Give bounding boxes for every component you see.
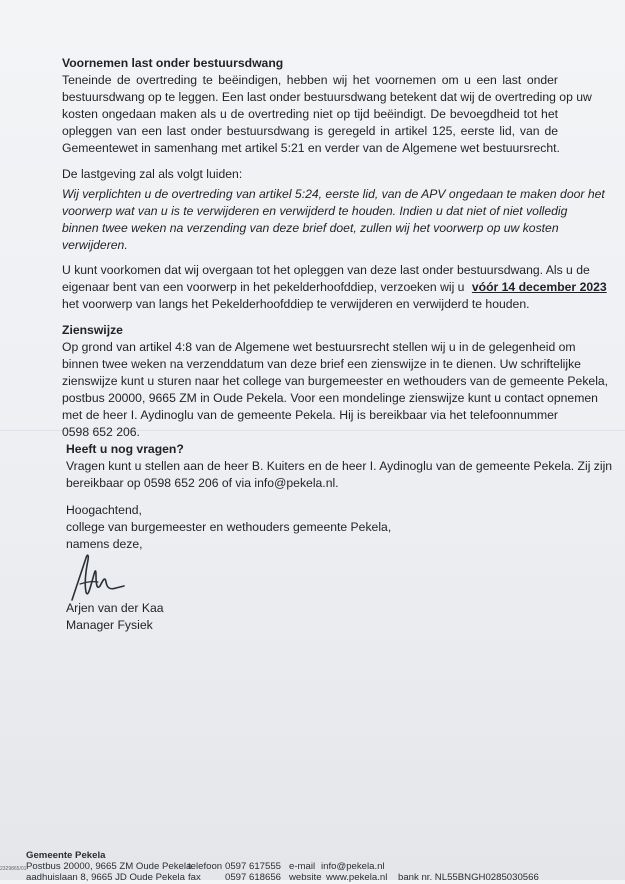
footer-address: aadhuislaan 8, 9665 JD Oude Pekela bbox=[26, 872, 185, 883]
lastgeving-line: verwijderen. bbox=[62, 238, 128, 252]
footer-phone: 0597 617555 bbox=[225, 861, 282, 872]
paragraph-line: 0598 652 206. bbox=[62, 425, 140, 439]
prevent-line bbox=[62, 279, 607, 296]
section-heading-vragen: Heeft u nog vragen? bbox=[66, 442, 184, 456]
paragraph-line: bereikbaar op 0598 652 206 of via info@pekela.nl. bbox=[66, 476, 339, 490]
deadline-date: vóór 14 december 2023 bbox=[471, 280, 607, 294]
footer-phone-label: telefoon bbox=[188, 861, 223, 872]
footer-website[interactable]: www.pekela.nl bbox=[326, 872, 388, 883]
footer-email-label: e-mail bbox=[289, 861, 316, 872]
prevent-line: het voorwerp van langs het Pekelderhoofddiep te verwijderen en verwijderd te houden. bbox=[62, 297, 530, 311]
paragraph-line: opleggen van een last onder bestuursdwang is geregeld in artikel 125, eerste lid, van de bbox=[62, 124, 558, 138]
paragraph-line: binnen twee weken na verzenddatum van deze brief een zienswijze in te dienen. Uw schriftelijke bbox=[62, 357, 581, 371]
paragraph-line: kosten ongedaan maken als u de overtreding niet op tijd beëindigt. De bevoegdheid tot het bbox=[62, 107, 558, 121]
paragraph-line: zienswijze kunt u sturen naar het college van burgemeester en wethouders van de gemeente Pekela, bbox=[62, 374, 609, 388]
signer-title: Manager Fysiek bbox=[66, 618, 153, 632]
prevent-line: U kunt voorkomen dat wij overgaan tot het opleggen van deze last onder bestuursdwang. Als u de bbox=[62, 263, 590, 277]
prevent-line-text: eigenaar bent van een voorwerp in het pekelderhoofddiep, verzoeken wij u bbox=[62, 280, 465, 294]
lastgeving-line: voorwerp wat van u is te verwijderen en verwijderd te houden. Indien u dat niet of niet volledig bbox=[62, 204, 568, 218]
footer-org: Gemeente Pekela bbox=[26, 850, 106, 861]
section-heading-zienswijze: Zienswijze bbox=[62, 323, 123, 337]
paragraph-line: bestuursdwang op te leggen. Een last onder bestuursdwang betekent dat wij de overtreding op uw bbox=[62, 90, 592, 104]
lastgeving-line: binnen twee weken na verzending van deze brief doet, zullen wij het voorwerp op uw kosten bbox=[62, 221, 559, 235]
paragraph-line: Teneinde de overtreding te beëindigen, hebben wij het voornemen om u een last onder bbox=[62, 73, 558, 87]
closing-line: college van burgemeester en wethouders gemeente Pekela, bbox=[66, 520, 392, 534]
closing-line: namens deze, bbox=[66, 537, 143, 551]
footer-email[interactable]: info@pekela.nl bbox=[321, 861, 385, 872]
closing-line: Hoogachtend, bbox=[66, 503, 142, 517]
lastgeving-intro: De lastgeving zal als volgt luiden: bbox=[62, 167, 243, 181]
paragraph-line: postbus 20000, 9665 ZM in Oude Pekela. Voor een mondelinge zienswijze kunt u contact opnemen bbox=[62, 391, 598, 405]
lastgeving-line: Wij verplichten u de overtreding van artikel 5:24, eerste lid, van de APV ongedaan te maken door het bbox=[62, 187, 605, 201]
paragraph-line: Op grond van artikel 4:8 van de Algemene wet bestuursrecht stellen wij u in de gelegenheid om bbox=[62, 340, 576, 354]
paragraph-line: Gemeentewet in samenhang met artikel 5:21 en verder van de Algemene wet bestuursrecht. bbox=[62, 141, 560, 155]
footer-bank: bank nr. NL55BNGH0285030566 bbox=[398, 872, 539, 883]
signer-name: Arjen van der Kaa bbox=[66, 601, 164, 615]
footer-fax-label: fax bbox=[188, 872, 201, 883]
footer-address: Postbus 20000, 9665 ZM Oude Pekela bbox=[26, 861, 192, 872]
section-heading-last-onder-bestuursdwang: Voornemen last onder bestuursdwang bbox=[62, 56, 284, 70]
footer-fax: 0597 618656 bbox=[225, 872, 282, 883]
footer-website-label: website bbox=[289, 872, 322, 883]
paragraph-line: Vragen kunt u stellen aan de heer B. Kuiters en de heer I. Aydinoglu van de gemeente Pekela. Zij zijn bbox=[66, 459, 613, 473]
signature bbox=[66, 548, 128, 606]
document-stamp: 2329865/01 bbox=[0, 866, 27, 872]
paragraph-line: met de heer I. Aydinoglu van de gemeente Pekela. Hij is bereikbaar via het telefoonnummer bbox=[62, 408, 558, 422]
